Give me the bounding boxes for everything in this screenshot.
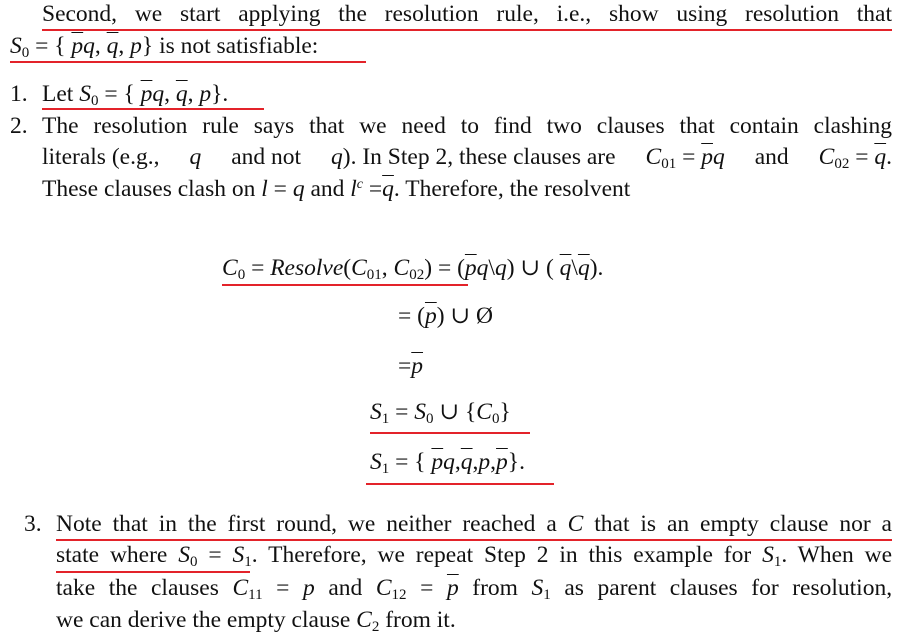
item-1-number: 1.: [10, 81, 28, 107]
item-2-line-3: These clauses clash on l = q and $l^c =\overline{q}$. Therefore, the resolvent: [42, 176, 631, 202]
intro-line-2-text: is not satisfiable:: [159, 33, 319, 59]
intro-line-1: [42, 0, 892, 28]
item-3-number: 3.: [24, 511, 42, 537]
item-3-line-4: we can derive the empty clause $C_2$ from it.: [56, 607, 456, 635]
equation-5: $S_1$ = { $\overline{p}q,\overline{q},p,\overline{p}$}.: [370, 449, 525, 477]
underline-item-1: [42, 108, 264, 110]
item-3-line-1: Note that in the first round, we neither reached a C that is an empty clause nor a: [56, 511, 892, 537]
equation-3: $=\overline{p}$: [398, 353, 424, 379]
underline-eq-5: [366, 483, 554, 485]
item-2-line-1: The resolution rule says that we need to find two clauses that contain clashing: [42, 113, 892, 139]
item-2-line-2: literals (e.g., q and not q). In Step 2, these clauses are $C_{01} = \overline{p}q$ and $C_{02} = \overline{q}$.: [42, 144, 892, 172]
underline-intro-2: [10, 61, 366, 63]
intro-line-1-text: Second, we start applying the resolution rule, i.e., show using resolution that: [42, 1, 892, 27]
item-1-line: Let $S_0$ = { $\overline{p}q$, $\overline{q}$, p}.: [42, 81, 229, 109]
intro-line-2: $S_0$ = { $\overline{p}q$, $\overline{q}$, p} is not satisfiable:: [10, 33, 319, 61]
underline-intro-1: [42, 29, 892, 31]
underline-item-3-2: [56, 571, 250, 573]
item-3-line-3: take the clauses $C_{11} = p$ and $C_{12} = \overline{p}$ from $S_1$ as parent clauses for resolution,: [56, 575, 893, 603]
equation-2: = $(\overline{p})$ ∪ Ø: [398, 303, 493, 329]
underline-eq-4: [370, 432, 530, 434]
underline-eq-1: [222, 284, 468, 286]
equation-4: $S_1 = S_0$ ∪ $\{C_0\}$: [370, 399, 511, 427]
item-2-number: 2.: [10, 113, 28, 139]
item-3-line-2: state where $S_0 = S_1$. Therefore, we repeat Step 2 in this example for $S_1$. When we: [56, 542, 893, 570]
equation-1: $C_0$ = $Resolve(C_{01}$, $C_{02}$) = $(\overline{p}q\backslash q)$ ∪ ( $\overline{q}\backslash\overline{q}$).: [222, 255, 604, 283]
